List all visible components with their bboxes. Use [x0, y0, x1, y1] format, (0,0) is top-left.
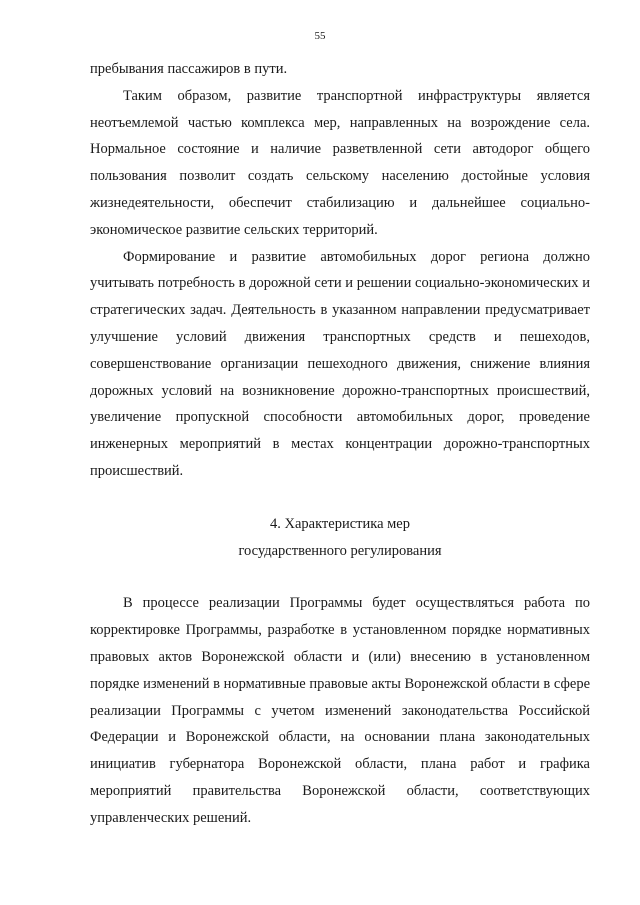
- section-heading: [90, 511, 590, 565]
- section-heading-line-2: государственного регулирования: [238, 542, 442, 559]
- document-body: [90, 56, 590, 832]
- page-number: 55: [314, 30, 326, 42]
- paragraph-transport-infrastructure: Таким образом, развитие транспортной инфраструктуры является неотъемлемой частью комплекса мер, направленных на возрождение села. Нормальное состояние и наличие разветвленной сети автодорог общего пользования позволит создать сельскому населению достойные условия жизнедеятельности, обеспечит стабилизацию и дальнейшее социально-экономическое развитие сельских территорий.: [90, 87, 590, 238]
- section-heading-line-1: 4. Характеристика мер: [269, 515, 410, 532]
- paragraph-continuation: пребывания пассажиров в пути.: [90, 61, 288, 77]
- paragraph-road-development: Формирование и развитие автомобильных дорог региона должно учитывать потребность в дорожной сети и решении социально-экономических и стратегических задач. Деятельность в указанном направлении предусматривает улучшение условий движения транспортных средств и пешеходов, совершенствование организации пешеходного движения, снижение влияния дорожных условий на возникновение дорожно-транспортных происшествий, увеличение пропускной способности автомобильных дорог, проведение инженерных мероприятий в местах концентрации дорожно-транспортных происшествий.: [90, 248, 590, 479]
- paragraph-program-implementation: В процессе реализации Программы будет осуществляться работа по корректировке Программы, разработке в установленном порядке нормативных правовых актов Воронежской области и (или) внесению в установленном порядке изменений в нормативные правовые акты Воронежской области в сфере реализации Программы с учетом изменений законодательства Российской Федерации и Воронежской области, на основании плана законодательных инициатив губернатора Воронежской области, плана работ и графика мероприятий правительства Воронежской области, соответствующих управленческих решений.: [90, 595, 590, 826]
